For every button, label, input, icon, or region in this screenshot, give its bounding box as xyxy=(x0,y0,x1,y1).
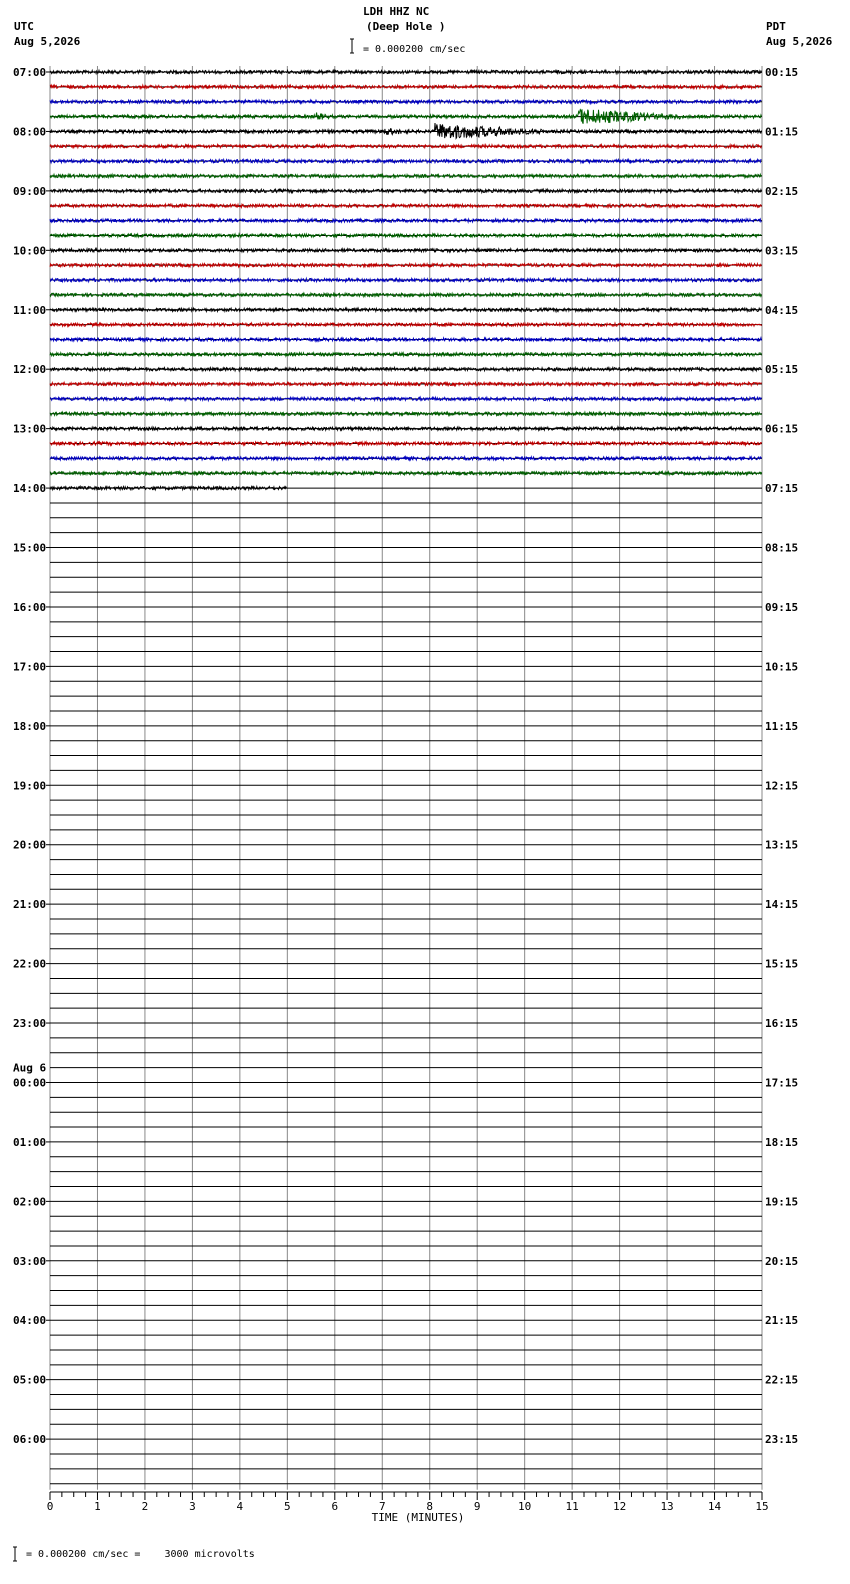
x-tick-label: 13 xyxy=(660,1500,674,1513)
scale-label: = 0.000200 cm/sec xyxy=(363,44,466,55)
seismic-trace xyxy=(50,85,761,88)
date-change-label: Aug 6 xyxy=(13,1061,47,1075)
x-tick-label: 3 xyxy=(189,1500,196,1513)
utc-hour-label: 10:00 xyxy=(13,244,47,258)
left-timezone: UTC xyxy=(14,20,34,33)
utc-hour-label: 13:00 xyxy=(13,422,47,436)
pdt-hour-label: 14:15 xyxy=(765,898,799,912)
pdt-hour-label: 09:15 xyxy=(765,600,799,614)
pdt-hour-label: 19:15 xyxy=(765,1195,799,1209)
utc-hour-label: 22:00 xyxy=(13,957,47,971)
pdt-hour-label: 13:15 xyxy=(765,838,799,852)
utc-hour-label: 05:00 xyxy=(13,1373,47,1387)
x-tick-label: 4 xyxy=(236,1500,244,1513)
pdt-hour-label: 15:15 xyxy=(765,957,799,971)
utc-hour-label: 03:00 xyxy=(13,1254,47,1268)
utc-hour-label: 06:00 xyxy=(13,1433,47,1447)
pdt-hour-label: 07:15 xyxy=(765,482,799,496)
x-tick-label: 12 xyxy=(612,1500,627,1513)
pdt-hour-label: 23:15 xyxy=(765,1433,799,1447)
utc-hour-label: 01:00 xyxy=(13,1135,47,1149)
footer-scale-note: = 0.000200 cm/sec = 3000 microvolts xyxy=(26,1549,255,1560)
seismic-trace xyxy=(50,412,761,415)
utc-hour-label: 23:00 xyxy=(13,1017,47,1031)
utc-hour-label: 08:00 xyxy=(13,125,47,139)
pdt-hour-label: 10:15 xyxy=(765,660,799,674)
x-tick-label: 6 xyxy=(331,1500,339,1513)
pdt-hour-label: 05:15 xyxy=(765,363,799,377)
utc-hour-label: 12:00 xyxy=(13,363,47,377)
utc-hour-label: 20:00 xyxy=(13,838,47,852)
seismic-trace xyxy=(50,472,761,475)
x-tick-label: 11 xyxy=(565,1500,579,1513)
seismic-trace xyxy=(50,338,761,341)
pdt-hour-label: 20:15 xyxy=(765,1254,799,1268)
pdt-hour-label: 18:15 xyxy=(765,1135,799,1149)
x-tick-label: 15 xyxy=(755,1500,769,1513)
pdt-hour-label: 22:15 xyxy=(765,1373,799,1387)
pdt-hour-label: 16:15 xyxy=(765,1017,799,1031)
seismic-trace xyxy=(50,123,761,138)
x-tick-label: 2 xyxy=(141,1500,149,1513)
pdt-hour-label: 08:15 xyxy=(765,541,799,555)
x-tick-label: 14 xyxy=(707,1500,722,1513)
x-tick-label: 10 xyxy=(518,1500,532,1513)
utc-hour-label: 00:00 xyxy=(13,1076,47,1090)
seismic-trace xyxy=(50,249,761,252)
x-tick-label: 1 xyxy=(94,1500,101,1513)
utc-hour-label: 14:00 xyxy=(13,482,47,496)
x-tick-label: 5 xyxy=(284,1500,291,1513)
site-name: (Deep Hole ) xyxy=(366,20,446,33)
pdt-hour-label: 17:15 xyxy=(765,1076,799,1090)
pdt-hour-label: 03:15 xyxy=(765,244,799,258)
seismic-trace xyxy=(50,189,761,192)
seismic-trace xyxy=(50,109,761,123)
station-title: LDH HHZ NC xyxy=(363,5,430,18)
utc-hour-label: 21:00 xyxy=(13,898,47,912)
x-tick-label: 8 xyxy=(426,1500,434,1513)
utc-hour-label: 16:00 xyxy=(13,600,47,614)
x-tick-label: 0 xyxy=(46,1500,54,1513)
right-date: Aug 5,2026 xyxy=(766,35,833,48)
utc-hour-label: 15:00 xyxy=(13,541,47,555)
utc-hour-label: 18:00 xyxy=(13,719,47,733)
right-timezone: PDT xyxy=(766,20,786,33)
seismic-trace xyxy=(50,487,287,490)
utc-hour-label: 19:00 xyxy=(13,779,47,793)
pdt-hour-label: 02:15 xyxy=(765,184,799,198)
utc-hour-label: 04:00 xyxy=(13,1314,47,1328)
pdt-hour-label: 01:15 xyxy=(765,125,799,139)
x-axis-label: TIME (MINUTES) xyxy=(371,1511,465,1524)
pdt-hour-label: 11:15 xyxy=(765,719,799,733)
pdt-hour-label: 06:15 xyxy=(765,422,799,436)
pdt-hour-label: 00:15 xyxy=(765,66,799,79)
utc-hour-label: 11:00 xyxy=(13,303,47,317)
seismic-trace xyxy=(50,70,761,73)
utc-hour-label: 07:00 xyxy=(13,66,47,79)
left-date: Aug 5,2026 xyxy=(14,35,81,48)
seismic-trace xyxy=(50,160,761,163)
x-tick-label: 7 xyxy=(378,1500,386,1513)
x-tick-label: 9 xyxy=(473,1500,481,1513)
utc-hour-label: 02:00 xyxy=(13,1195,47,1209)
utc-hour-label: 09:00 xyxy=(13,184,47,198)
pdt-hour-label: 04:15 xyxy=(765,303,799,317)
utc-hour-label: 17:00 xyxy=(13,660,47,674)
pdt-hour-label: 12:15 xyxy=(765,779,799,793)
pdt-hour-label: 21:15 xyxy=(765,1314,799,1328)
